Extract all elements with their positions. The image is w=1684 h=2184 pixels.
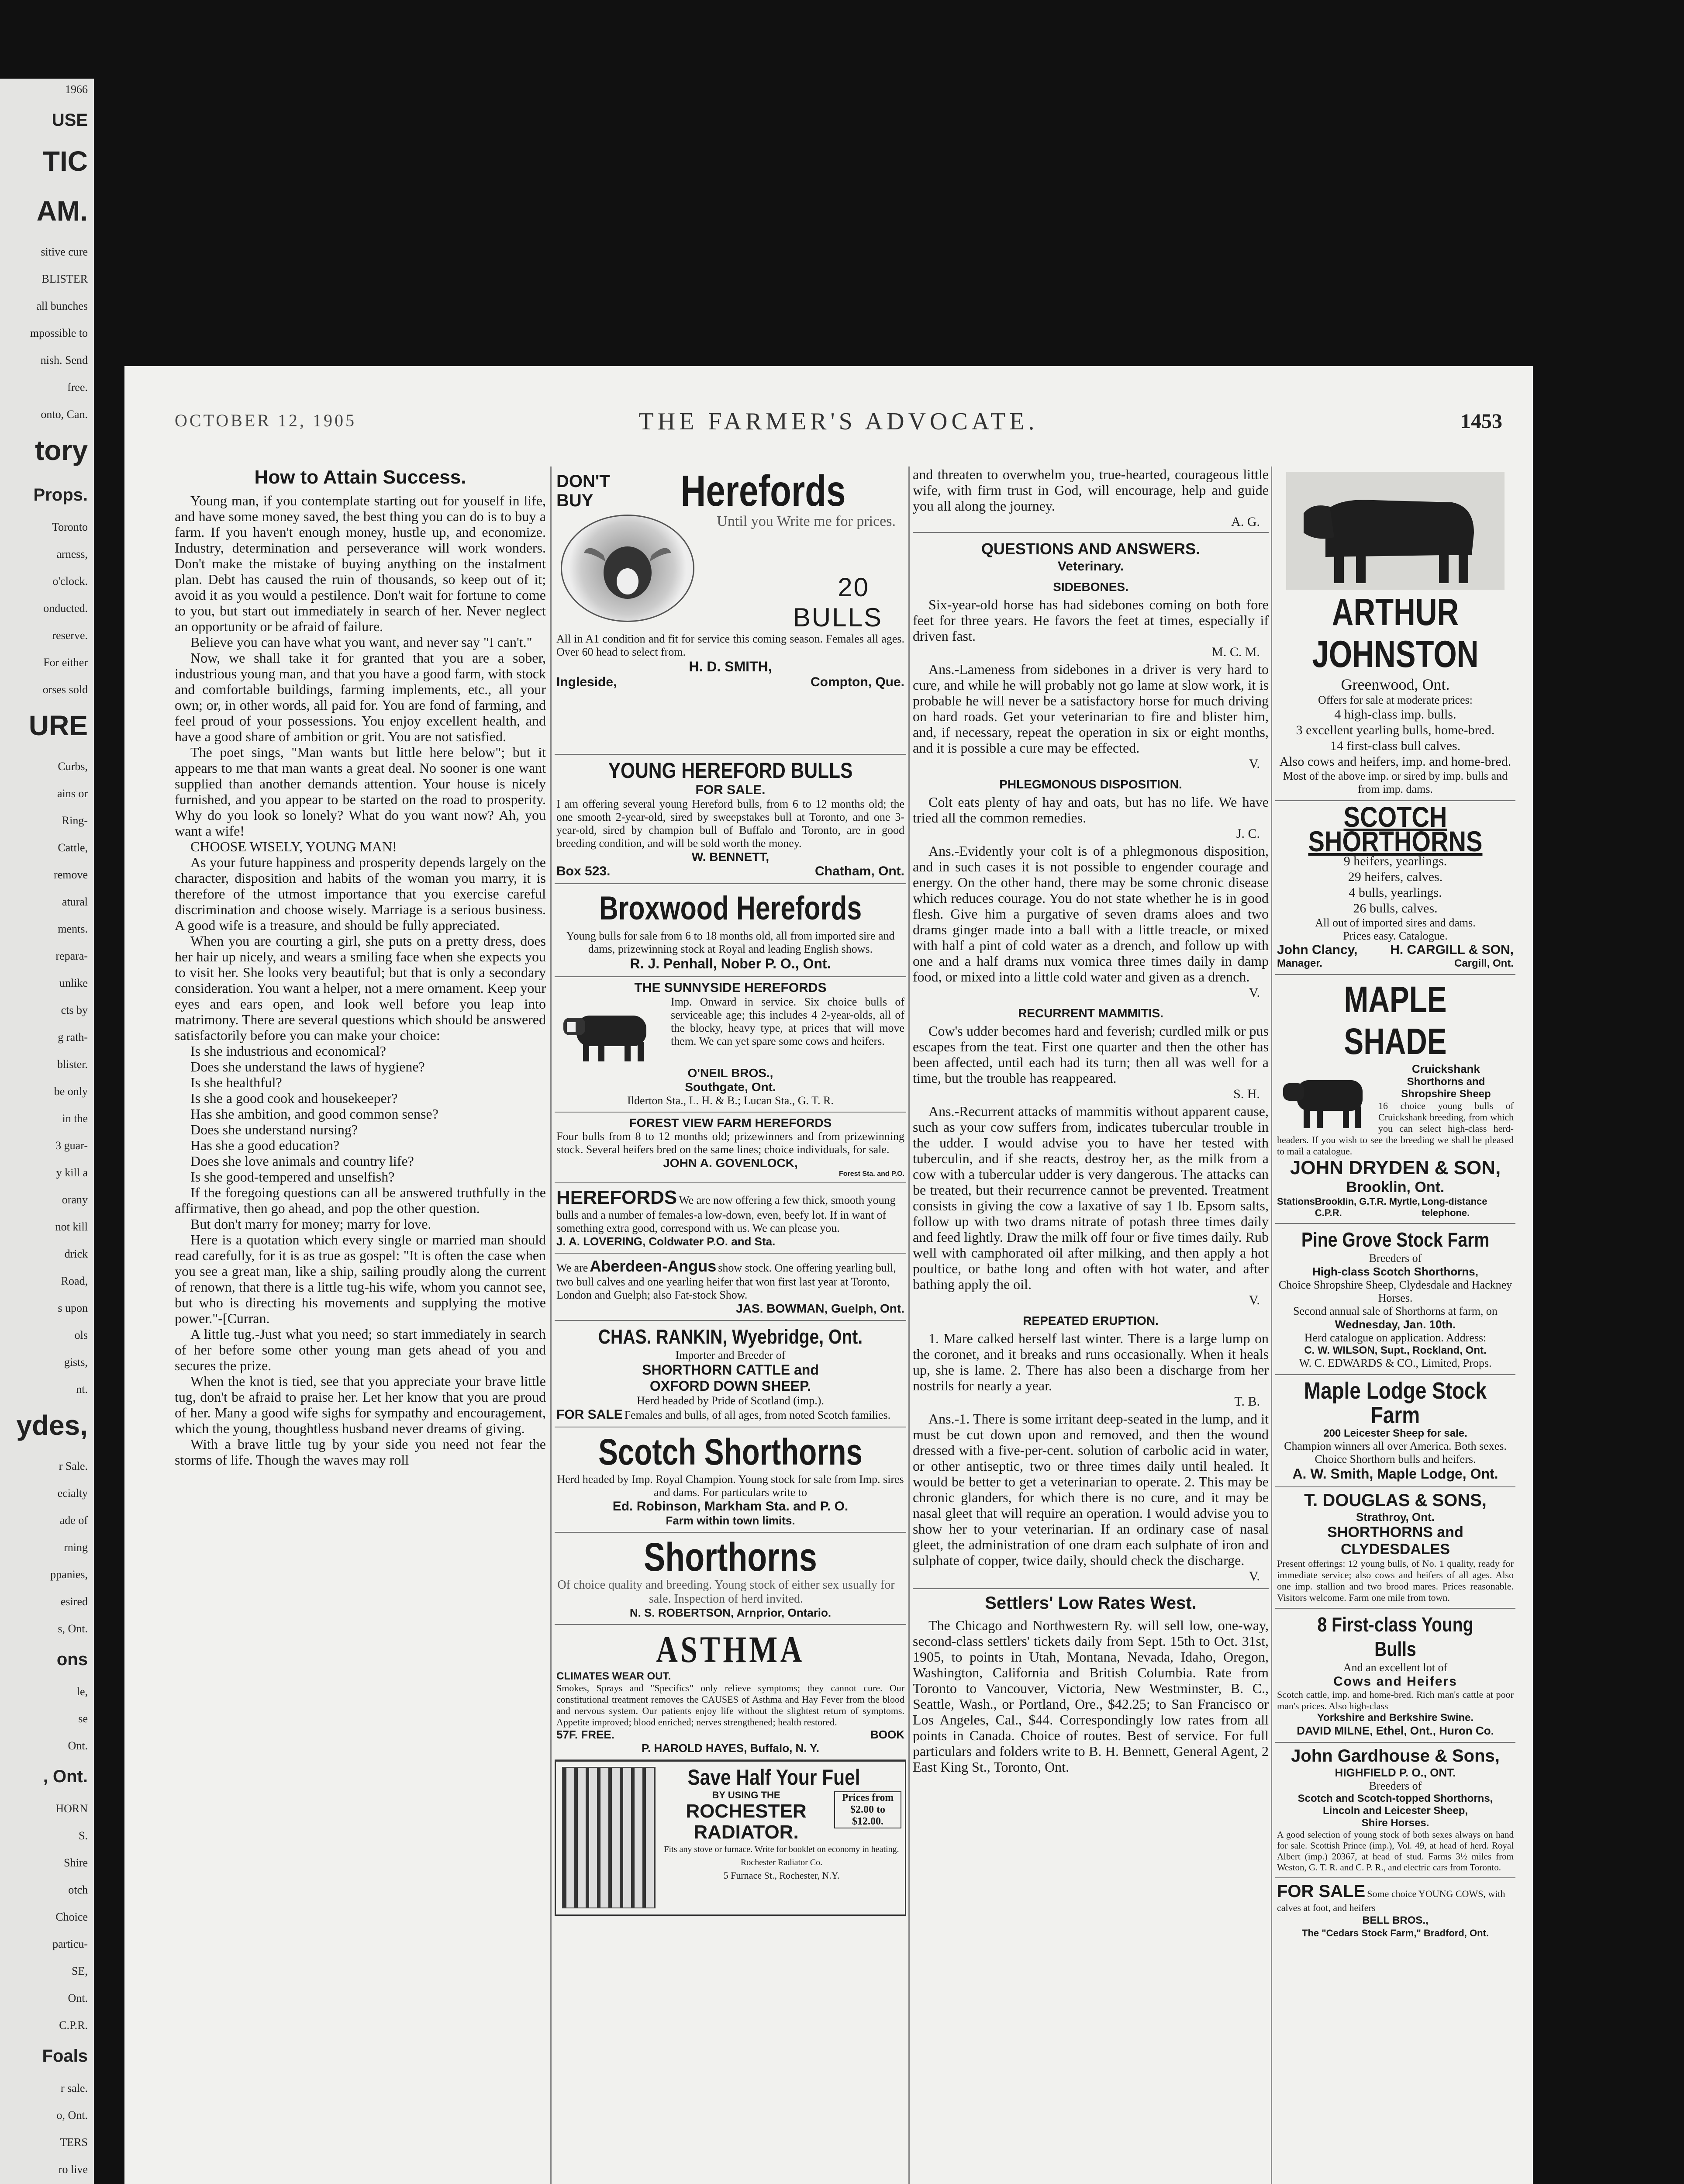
qa-section xyxy=(913,1314,1269,1584)
bull-illustration xyxy=(1280,1065,1376,1130)
qa-questioner: M. C. M. xyxy=(1211,645,1260,659)
qa-answer: Ans.-1. There is some irritant deep-seated in the lump, and it must be cut down upon and removed, and then the wound dressed with a five-per-cent. solution of carbolic acid in water, or other antiseptic, two or three times daily until healed. It would be better to get a veterinarian to operate. 2. This may be chronic glanders, for which there is no cure, and it may be nasal gleet that will require an operation. I would advise you to show her to your veterinarian. If an ordinary case of nasal gleet, the administration of one dram each sulphate of iron and sulphate of copper, twice daily, should check the discharge. xyxy=(913,1411,1269,1568)
article-paragraph: Believe you can have what you want, and never say "I can't." xyxy=(190,634,532,650)
article-title: How to Attain Success. xyxy=(254,467,466,488)
ad-list-item: 14 first-class bull calves. xyxy=(1330,739,1461,753)
article-paragraph: With a brave little tug by your side you need not fear the storms of life. Though the waves may roll xyxy=(175,1436,546,1468)
prev-page-text: C.P.R. xyxy=(59,2019,88,2032)
ad-aberdeen-angus xyxy=(555,1254,906,1321)
prev-page-text: BLISTER xyxy=(41,273,88,285)
prev-page-text: ments. xyxy=(58,923,88,935)
ad-name: BELL BROS., xyxy=(1362,1914,1429,1926)
ad-maple-lodge xyxy=(1275,1375,1515,1487)
column-rule xyxy=(908,467,910,2184)
ad-headline: YOUNG HEREFORD BULLS xyxy=(608,758,853,783)
prev-page-text: all bunches xyxy=(36,300,88,312)
ad-name: H. D. SMITH, xyxy=(689,659,772,674)
prev-page-text: r Sale. xyxy=(59,1460,88,1472)
ad-body: Some choice YOUNG COWS, with calves at foot, and heifers xyxy=(1277,1888,1505,1913)
prev-page-text: Road, xyxy=(61,1275,88,1287)
ad-address: 5 Furnace St., Rochester, N.Y. xyxy=(723,1870,840,1881)
prev-page-text: r sale. xyxy=(60,2082,88,2094)
ad-arthur-johnston xyxy=(1275,467,1515,801)
prev-page-text: Foals xyxy=(42,2046,88,2066)
ad-body: Herd headed by Pride of Scotland (imp.). xyxy=(637,1394,824,1407)
ad-cargill xyxy=(1275,801,1515,975)
prev-page-text: Cattle, xyxy=(58,841,88,854)
ad-sub: Farm within town limits. xyxy=(666,1514,795,1527)
ad-line2: Lincoln and Leicester Sheep, xyxy=(1322,1805,1468,1817)
article-paragraph: Is she healthful? xyxy=(190,1075,282,1090)
bulls-word: BULLS xyxy=(793,603,883,632)
ad-name: C. W. WILSON, Supt., Rockland, Ont. xyxy=(1304,1344,1487,1356)
prev-page-text: Ont. xyxy=(68,1992,88,2004)
ad-name: JOHN A. GOVENLOCK, xyxy=(663,1156,798,1170)
ad-note: Most of the above imp. or sired by imp. bulls and from imp. dams. xyxy=(1283,770,1508,795)
ad-body: Four bulls from 8 to 12 months old; prizewinners and from prizewinning stock. Several heifers bred on the same lines; choice individuals, for sale. xyxy=(556,1130,904,1156)
ad-sub: And an excellent lot of xyxy=(1343,1661,1448,1674)
ad-headline: John Gardhouse & Sons, xyxy=(1291,1746,1500,1766)
article-paragraph: A little tug.-Just what you need; so start immediately in search of her before some other young man gets ahead of you and secures the prize. xyxy=(175,1326,546,1373)
ad-catalogue: Herd catalogue on application. Address: xyxy=(1304,1331,1487,1344)
qa-question-title: PHLEGMONOUS DISPOSITION. xyxy=(999,778,1182,791)
ad-forest-view xyxy=(555,1113,906,1183)
prev-page-text: For either xyxy=(43,656,88,669)
prev-page-text: rning xyxy=(64,1541,88,1554)
prev-page-text: arness, xyxy=(56,548,88,560)
qa-questioner: T. B. xyxy=(1234,1394,1260,1409)
prev-page-text: be only xyxy=(54,1085,88,1098)
prev-page-text: se xyxy=(78,1712,88,1725)
article-paragraph: Is she good-tempered and unselfish? xyxy=(190,1169,395,1185)
ad-headline: THE SUNNYSIDE HEREFORDS xyxy=(634,981,827,995)
prev-page-text: tory xyxy=(35,435,88,466)
column-rule xyxy=(550,467,552,2184)
article-paragraph: Has she a good education? xyxy=(190,1137,340,1153)
ad-dont-buy: DON'T BUY xyxy=(556,472,610,510)
ad-sub: Breeders of xyxy=(1369,1252,1422,1265)
article-paragraph: CHOOSE WISELY, YOUNG MAN! xyxy=(190,839,397,854)
ad-broxwood xyxy=(555,884,906,977)
prev-page-text: blister. xyxy=(57,1058,88,1071)
prev-page-text: Choice xyxy=(55,1911,88,1923)
qa-question-title: RECURRENT MAMMITIS. xyxy=(1018,1006,1163,1020)
article-paragraph: The poet sings, "Man wants but little here below"; but it appears to me that man wants a great deal. No sooner is one want supplied than another demands attention. Your house is nicely furnished, and you appear to be started on the road to prosperity. Why do you look so lonely? What do you want now? Ah, you want a wife! xyxy=(175,744,546,839)
ad-headline: T. DOUGLAS & SONS, xyxy=(1304,1491,1487,1510)
price-label: Prices from xyxy=(842,1792,894,1804)
ad-rochester-radiator xyxy=(555,1760,906,1916)
qa-answer: Ans.-Recurrent attacks of mammitis without apparent cause, such as your cow suffers from, indicates tubercular trouble in the udder. I would advise you to have her tested with tuberculin, and if she reacts, destroy her, as the milk from a cow with a tubercular udder is very dangerous. The attacks can be treated, but their recurrence cannot be prevented. Treatment consists in giving the cow a laxative of say 1 lb. Epsom salts, follow up with two drams nitrate of potash three times daily and feed lightly. Draw the milk off four or five times daily. Rub well with camphorated oil after milking, and then apply a hot poultice, or bathe long and often with hot water, and after bathing apply the oil. xyxy=(913,1103,1269,1292)
ad-bell-bros xyxy=(1275,1878,1515,1944)
ad-body: Smokes, Sprays and "Specifics" only relieve symptoms; they cannot cure. Our constitutional treatment removes the CAUSES of Asthma and Hay Fever from the blood and nervous system. Our patients enjoy life without the slightest return of symptoms. Appetite improved; blood enriched; nerves strengthened; health restored. xyxy=(556,1683,904,1728)
ad-body: Young bulls for sale from 6 to 18 months old, all from imported sire and dams, prizewinning stock at Royal and leading English shows. xyxy=(566,930,895,955)
prev-page-text: s, Ont. xyxy=(58,1622,88,1635)
ad-line2: Champion winners all over America. Both sexes. Choice Shorthorn bulls and heifers. xyxy=(1284,1440,1507,1465)
ad-firm-name: H. CARGILL & SON, xyxy=(1390,943,1514,957)
ad-lovering-herefords xyxy=(555,1183,906,1254)
ad-place: HIGHFIELD P. O., ONT. xyxy=(1335,1766,1456,1779)
prev-page-text: AM. xyxy=(36,195,88,227)
ad-name: JAS. BOWMAN, Guelph, Ont. xyxy=(736,1302,904,1315)
ad-sub: SHORTHORNS and CLYDESDALES xyxy=(1327,1524,1463,1558)
article-paragraph: If the foregoing questions can all be answered truthfully in the affirmative, then go ahead, and pop the other question. xyxy=(175,1185,546,1216)
ad-name: P. HAROLD HAYES, Buffalo, N. Y. xyxy=(642,1742,819,1755)
ad-name: DAVID MILNE, Ethel, Ont., Huron Co. xyxy=(1297,1724,1494,1737)
ad-for-sale-body: Females and bulls, of all ages, from noted Scotch families. xyxy=(624,1409,891,1421)
ad-firm-place: Cargill, Ont. xyxy=(1454,957,1514,969)
prev-page-text: atural xyxy=(62,895,88,908)
ad-list-item: Also cows and heifers, imp. and home-bred. xyxy=(1279,754,1511,769)
qa-question: Cow's udder becomes hard and feverish; curdled milk or pus escapes from the teat. First one quarter and then the other has been affected, until each had its turn; then all was well for a time, but the trouble has reappeared. xyxy=(913,1023,1269,1086)
prev-page-text: TERS xyxy=(60,2136,88,2149)
qa-answer-signature: V. xyxy=(1249,1569,1260,1583)
ad-pine-grove xyxy=(1275,1224,1515,1375)
issue-date: OCTOBER 12, 1905 xyxy=(175,411,356,430)
ad-free: 57F. FREE. xyxy=(556,1728,614,1741)
article-paragraph: Young man, if you contemplate starting out for youself in life, and have some money saved, the best thing you can do is to buy a farm. If you haven't enough money, hustle up, and economize. Industry, determination and perseverance will work wonders. Don't make the mistake of buying anything on the instalment plan. Debt has caused the ruin of thousands, so keep out of it; avoid it as you would a pestilence. Don't wait for fortune to come to you, but start out immediately in search of her. Never neglect an opportunity or be afraid of failure. xyxy=(175,493,546,634)
settlers-body: The Chicago and Northwestern Ry. will sell low, one-way, second-class settlers' tickets daily from Sept. 15th to Oct. 31st, 1905, to points in Utah, Montana, Nevada, Idaho, Oregon, Washington, California and British Columbia. Rate from Toronto to Vancouver, Victoria, New Westminster, B. C., Seattle, Wash., or Portland, Ore., $42.25; to San Francisco or Los Angeles, Cal., $44. Correspondingly low rates from all points in Canada. Choice of routes. Best of service. For full particulars and folders write to B. H. Bennett, General Agent, 2 East King St., Toronto, Ont. xyxy=(913,1617,1269,1775)
qa-answer: Ans.-Evidently your colt is of a phlegmonous disposition, and in such cases it is not possible to engender courage and energy. On the other hand, there may be some chronic disease which reduces courage. You do not state whether he is in good flesh. Give him a purgative of seven drams aloes and two drams ginger made into a ball with a little treacle, or mixed with half a pint of cold water as a drench, and follow up with one and a half drams nux vomica three times daily in damp food, or mixed into a little cold water and given as a drench. xyxy=(913,843,1269,985)
prev-page-text: Props. xyxy=(33,485,88,505)
article-signature: A. G. xyxy=(1231,515,1260,529)
ad-name: W. BENNETT, xyxy=(691,850,770,864)
ad-company: Rochester Radiator Co. xyxy=(740,1858,823,1867)
prev-page-text: 3 guar- xyxy=(55,1139,88,1152)
ad-robertson-shorthorns xyxy=(555,1533,906,1625)
ad-note: All out of imported sires and dams. xyxy=(1315,916,1476,929)
article-column xyxy=(175,467,546,2184)
prev-page-text: , Ont. xyxy=(43,1767,88,1786)
ad-manager-role: Manager. xyxy=(1277,957,1323,969)
prev-page-text: ons xyxy=(56,1650,88,1669)
qa-column xyxy=(913,467,1269,2184)
ad-list-item: 29 heifers, calves. xyxy=(1348,870,1443,884)
ad-body: All in A1 condition and fit for service this coming season. Females all ages. Over 60 head to select from. xyxy=(556,632,904,658)
prev-page-text: nt. xyxy=(76,1383,88,1396)
prev-page-text: in the xyxy=(62,1112,88,1125)
ad-sub: CLIMATES WEAR OUT. xyxy=(556,1670,671,1682)
article-paragraph: But don't marry for money; marry for love. xyxy=(190,1216,431,1232)
ad-headline: CHAS. RANKIN, Wyebridge, Ont. xyxy=(598,1325,863,1348)
ad-list-item: 9 heifers, yearlings. xyxy=(1343,854,1447,868)
bull-illustration xyxy=(1286,472,1505,590)
ad-list xyxy=(1277,854,1514,916)
ad-sale: Second annual sale of Shorthorns at farm, on xyxy=(1293,1305,1498,1317)
ad-label: FOR SALE xyxy=(1277,1882,1366,1901)
ad-name: A. W. Smith, Maple Lodge, Ont. xyxy=(1292,1466,1498,1482)
ad-line1: High-class Scotch Shorthorns, xyxy=(1312,1265,1478,1278)
ad-list-item: 26 bulls, calves. xyxy=(1353,901,1438,916)
prev-page-text: URE xyxy=(28,710,88,741)
prev-page-text: Shire xyxy=(64,1856,88,1869)
qa-question: Colt eats plenty of hay and oats, but has no life. We have tried all the common remedies. xyxy=(913,794,1269,826)
prev-page-text: ade of xyxy=(59,1514,88,1527)
prev-page-text: free. xyxy=(67,381,88,394)
prev-page-text: onducted. xyxy=(43,602,88,615)
ad-body: I am offering several young Hereford bulls, from 6 to 12 months old; the one smooth 2-year-old, sired by sweepstakes bull at Toronto, and one 3-year-old, sired by champion bull of Buffalo and Toronto, are in good breeding condition, and will be sold worth the money. xyxy=(556,798,904,850)
ad-name: N. S. ROBERTSON, Arnprior, Ontario. xyxy=(629,1606,832,1619)
price-high: $12.00. xyxy=(852,1816,883,1827)
qa-section xyxy=(913,580,1269,771)
ad-sub: Importer and Breeder of xyxy=(675,1349,786,1362)
qa-answer-signature: V. xyxy=(1249,985,1260,1000)
prev-page-text: S. xyxy=(79,1829,88,1842)
prev-page-text: esired xyxy=(60,1595,88,1608)
prev-page-text: otch xyxy=(68,1883,88,1896)
prev-page-text: Ont. xyxy=(68,1739,88,1752)
ad-label: Aberdeen-Angus xyxy=(590,1257,717,1275)
prev-page-text: HORN xyxy=(55,1802,88,1815)
previous-page-fragment xyxy=(0,79,94,2184)
ad-headline: Pine Grove Stock Farm xyxy=(1301,1228,1490,1251)
ad-for-sale: FOR SALE xyxy=(556,1407,623,1422)
prev-page-text: cts by xyxy=(61,1004,88,1016)
article-paragraph: Does she understand the laws of hygiene? xyxy=(190,1059,425,1075)
article-paragraph: When you are courting a girl, she puts on a pretty dress, does her hair up nicely, and wears a smiling face when she expects you to visit her. She looks very beautiful; but that is only a secondary consideration. You want a helper, not a mere ornament. Keep your eyes and ears open, and look well before you leap into matrimony. There are several questions which should be answered satisfactorily before you can make your choice: xyxy=(175,933,546,1043)
ad-headline: Scotch Shorthorns xyxy=(598,1431,863,1472)
ad-sub: FOR SALE. xyxy=(695,783,766,797)
ad-headline: Herefords xyxy=(680,467,846,515)
ad-name: Ed. Robinson, Markham Sta. and P. O. xyxy=(612,1499,849,1514)
prev-page-text: Curbs, xyxy=(58,760,88,773)
ad-prices: Prices easy. Catalogue. xyxy=(1343,930,1448,942)
article-body xyxy=(175,493,546,1468)
ad-maple-shade xyxy=(1275,975,1515,1224)
qa-answer-signature: V. xyxy=(1249,757,1260,771)
qa-question-title: REPEATED ERUPTION. xyxy=(1023,1314,1159,1327)
article-paragraph: Has she ambition, and good common sense? xyxy=(190,1106,438,1122)
qa-questioner: J. C. xyxy=(1236,826,1260,841)
prev-page-text: Toronto xyxy=(52,521,88,533)
ad-body: Of choice quality and breeding. Young stock of either sex usually for sale. Inspection of herd invited. xyxy=(557,1578,895,1606)
ad-line1: 200 Leicester Sheep for sale. xyxy=(1323,1427,1467,1439)
prev-page-text: repara- xyxy=(55,950,88,962)
ad-line2: Choice Shropshire Sheep, Clydesdale and Hackney Horses. xyxy=(1278,1279,1512,1304)
qa-section xyxy=(913,778,1269,1000)
article-paragraph: Does she understand nursing? xyxy=(190,1122,358,1137)
prev-page-text: g rath- xyxy=(58,1031,88,1044)
qa-answer: Ans.-Lameness from sidebones in a driver is very hard to cure, and while he will probably not go lame at slow work, it is probable he will never be a satisfactory horse for much driving on hard roads. Get your veterinarian to fire and blister him, and, if necessary, repeat the operation in six or eight months, and it is possible a cure may be effected. xyxy=(913,661,1269,756)
prev-page-text: ydes, xyxy=(16,1410,88,1441)
ad-place: Greenwood, Ont. xyxy=(1341,676,1450,693)
qa-sections xyxy=(913,580,1269,1584)
ad-douglas xyxy=(1275,1487,1515,1609)
ad-stations: Brooklin, G.T.R. Myrtle, C.P.R. xyxy=(1315,1196,1420,1218)
prev-page-text: ains or xyxy=(57,787,88,800)
ad-prefix: We are xyxy=(556,1261,588,1274)
prev-page-text: o'clock. xyxy=(52,575,88,587)
prev-page-text: nish. Send xyxy=(40,354,88,366)
ad-product: ROCHESTER RADIATOR. xyxy=(686,1800,807,1843)
settlers-title: Settlers' Low Rates West. xyxy=(985,1593,1197,1613)
ad-body: show stock. One offering yearling bull, two bull calves and one yearling heifer that won first last year at Toronto, London and Guelph; also Fat-stock Show. xyxy=(556,1261,896,1301)
ad-farm: The "Cedars Stock Farm," Bradford, Ont. xyxy=(1302,1928,1489,1939)
ad-owners: W. C. EDWARDS & CO., Limited, Props. xyxy=(1299,1357,1492,1369)
prev-page-text: USE xyxy=(52,111,88,130)
bulls-count: 20 xyxy=(838,573,870,602)
ad-manager-name: John Clancy, xyxy=(1277,943,1358,957)
prev-page-text: TIC xyxy=(42,145,88,177)
ad-body: Present offerings: 12 young bulls, of No. 1 quality, ready for immediate service; also cows and heifers of all ages. Also one imp. stallion and two brood mares. Prices reasonable. Visitors welcome. Farm one mile from town. xyxy=(1277,1558,1514,1603)
article-paragraph: Here is a quotation which every single or married man should read carefully, for it is as true as gospel: "It is often the case when you see a great man, like a ship, sailing proudly along the current of renown, that there is a little tug-his wife, whom you cannot see, but who is directing his movements and supplying the motive power."-[Curran. xyxy=(175,1232,546,1326)
prev-page-text: particu- xyxy=(52,1938,88,1950)
ad-box: Box 523. xyxy=(556,864,611,878)
ad-body: 16 choice young bulls of Cruickshank breeding, from which you can select high-class herd-headers. If you wish to see the breeding we shall be pleased to mail a catalogue. xyxy=(1277,1100,1514,1157)
ad-name: JOHN DRYDEN & SON, xyxy=(1290,1157,1501,1178)
ad-phone: Long-distance telephone. xyxy=(1422,1196,1487,1218)
prev-page-text: Ring- xyxy=(62,814,88,827)
ad-headline: Shorthorns xyxy=(644,1535,817,1579)
qa-question: 1. Mare calked herself last winter. There is a large lump on the coronet, and it breaks and runs occasionally. When it heals up, she is lame. 2. There has also been a discharge from her nostrils for nearly a year. xyxy=(913,1330,1269,1393)
page-number: 1453 xyxy=(1460,410,1502,433)
ad-book: BOOK xyxy=(870,1728,904,1741)
prev-page-text: mpossible to xyxy=(30,327,88,339)
ad-by: BY USING THE xyxy=(712,1790,780,1800)
ad-body: We are now offering a few thick, smooth young bulls and a number of females-a low-down, even, beefy lot. If in want of something extra good, correspond with us. We can please you. xyxy=(556,1194,896,1234)
ad-name: J. A. LOVERING, Coldwater P.O. and Sta. xyxy=(556,1235,776,1248)
qa-question: Six-year-old horse has had sidebones coming on both fore feet for three years. He favors the feet at times, especially if driven fast. xyxy=(913,597,1269,644)
ad-milne xyxy=(1275,1609,1515,1743)
qa-section xyxy=(913,1006,1269,1308)
prev-page-text: le, xyxy=(76,1685,88,1698)
prev-page-text: orses sold xyxy=(42,683,88,696)
ad-line2: OXFORD DOWN SHEEP. xyxy=(649,1378,811,1394)
ad-place: Chatham, Ont. xyxy=(814,864,904,878)
prev-page-text: not kill xyxy=(55,1220,88,1233)
ad-line3: Shire Horses. xyxy=(1361,1817,1429,1829)
ad-robinson-scotch xyxy=(555,1427,906,1533)
prev-page-text: orany xyxy=(62,1193,88,1206)
ad-headline: SCOTCH SHORTHORNS xyxy=(1308,801,1483,857)
ad-place: Southgate, Ont. xyxy=(685,1080,776,1094)
article-continuation: and threaten to overwhelm you, true-hearted, courageous little wife, with firm trust in God, will encourage, help and guide you all along the journey. xyxy=(913,467,1269,514)
ads-column-2 xyxy=(555,467,906,2184)
ad-sub: Breeders of xyxy=(1369,1780,1422,1792)
ad-headline: ASTHMA xyxy=(656,1628,805,1670)
prev-page-text: drick xyxy=(64,1248,88,1260)
ad-list-item: 4 bulls, yearlings. xyxy=(1349,885,1442,900)
prev-page-text: ols xyxy=(74,1329,88,1341)
ad-smith-herefords xyxy=(555,467,906,755)
prev-page-text: y kill a xyxy=(56,1166,88,1179)
ad-headline: Broxwood Herefords xyxy=(599,890,862,927)
ad-date: Wednesday, Jan. 10th. xyxy=(1335,1318,1456,1331)
masthead-title: THE FARMER'S ADVOCATE. xyxy=(638,408,1039,435)
price-low: $2.00 to xyxy=(850,1804,885,1815)
ad-headline: FOREST VIEW FARM HEREFORDS xyxy=(629,1116,832,1130)
prev-page-text: sitive cure xyxy=(41,245,88,258)
qa-question-title: SIDEBONES. xyxy=(1053,580,1128,594)
bull-head-emblem xyxy=(561,515,694,622)
prev-page-text: ppanies, xyxy=(50,1568,88,1581)
ad-stations-label: Stations xyxy=(1277,1196,1315,1207)
ad-body: Fits any stove or furnace. Write for booklet on economy in heating. xyxy=(664,1845,899,1854)
ad-name: O'NEIL BROS., xyxy=(687,1066,773,1080)
article-paragraph: Is she industrious and economical? xyxy=(190,1043,386,1059)
prev-page-text: SE, xyxy=(72,1965,88,1977)
ad-list-item: 3 excellent yearling bulls, home-bred. xyxy=(1296,723,1495,737)
prev-page-text: unlike xyxy=(59,977,88,989)
ad-body: Imp. Onward in service. Six choice bulls of serviceable age; this includes 4 2-year-olds, all of the blocky, heavy type, at prices that will move them. We can yet spare some cows and heifers. xyxy=(671,995,904,1047)
newspaper-page xyxy=(124,366,1533,2184)
ad-rankin xyxy=(555,1321,906,1427)
prev-page-text: ro live xyxy=(58,2163,88,2176)
prev-page-text: gists, xyxy=(64,1356,88,1368)
qa-questioner: S. H. xyxy=(1233,1087,1260,1101)
ad-swine: Yorkshire and Berkshire Swine. xyxy=(1317,1712,1474,1724)
ad-label: HEREFORDS xyxy=(556,1187,677,1208)
prev-page-text: ecialty xyxy=(57,1487,88,1500)
ad-list-item: 4 high-class imp. bulls. xyxy=(1334,707,1456,722)
article-paragraph: Now, we shall take it for granted that you are a sober, industrious young man, and that you have a good farm, with stock and comfortable buildings, farming implements, etc., all your own; or, in other words, all paid for. You are fond of farming, and feel proud of your possessions. You enjoy excellent health, and have a good share of ambition or grit. You are not satisfied. xyxy=(175,650,546,744)
article-paragraph: Does she love animals and country life? xyxy=(190,1153,414,1169)
ad-place: Brooklin, Ont. xyxy=(1346,1179,1445,1196)
prev-page-text: o, Ont. xyxy=(56,2109,88,2122)
ad-until-text: Until you Write me for prices. xyxy=(717,513,896,529)
ad-place: Strathroy, Ont. xyxy=(1356,1510,1435,1524)
ad-headline: 8 First-class Young Bulls xyxy=(1317,1613,1474,1660)
ad-headline: ARTHUR JOHNSTON xyxy=(1312,591,1479,675)
prev-page-text: onto, Can. xyxy=(41,408,88,421)
ad-line1: Scotch and Scotch-topped Shorthorns, xyxy=(1298,1793,1493,1804)
ad-place: Forest Sta. and P.O. xyxy=(839,1170,904,1178)
qa-subtitle: Veterinary. xyxy=(1057,559,1124,574)
article-paragraph: When the knot is tied, see that you appreciate your brave little tug, don't be afraid to praise her. Let her know that you are proud of her. Many a good wife sighs for sympathy and encouragement, which the young, thoughtless husband never dreams of giving. xyxy=(175,1373,546,1436)
ad-offers: Offers for sale at moderate prices: xyxy=(1318,694,1473,706)
ad-sub2: Shorthorns and Shropshire Sheep xyxy=(1401,1076,1491,1100)
ad-young-hereford xyxy=(555,755,906,884)
ad-asthma xyxy=(555,1625,906,1760)
ad-sub2: Cows and Heifers xyxy=(1333,1674,1457,1689)
column-rule xyxy=(1271,467,1272,2184)
ad-place-left: Ingleside, xyxy=(556,675,617,689)
article-paragraph: As your future happiness and prosperity depends largely on the character, disposition and habits of the woman you marry, it is therefore of the utmost importance that you exercise careful discrimination and choose wisely. Marriage is a serious business. A good wife is a treasure, and should be fully appreciated. xyxy=(175,854,546,933)
ad-name: R. J. Penhall, Nober P. O., Ont. xyxy=(630,956,831,971)
bull-illustration xyxy=(559,998,668,1064)
ads-column-4 xyxy=(1275,467,1515,2184)
ad-body: Scotch cattle, imp. and home-bred. Rich man's cattle at poor man's prices. Also high-class xyxy=(1277,1689,1514,1711)
ad-headline: Save Half Your Fuel xyxy=(687,1765,860,1790)
ad-headline: Maple Lodge Stock Farm xyxy=(1304,1378,1487,1428)
prev-page-text: remove xyxy=(54,868,88,881)
prev-page-text: s upon xyxy=(58,1302,88,1314)
article-paragraph: Is she a good cook and housekeeper? xyxy=(190,1090,398,1106)
ad-gardhouse xyxy=(1275,1743,1515,1878)
page-header xyxy=(175,408,1502,442)
qa-title: QUESTIONS AND ANSWERS. xyxy=(981,540,1201,558)
price-box xyxy=(834,1791,901,1828)
prev-page-text: 1966 xyxy=(65,83,88,96)
ad-body: Herd headed by Imp. Royal Champion. Young stock for sale from Imp. sires and dams. For particulars write to xyxy=(557,1473,904,1499)
qa-answer-signature: V. xyxy=(1249,1293,1260,1307)
ad-body: A good selection of young stock of both sexes always on hand for sale. Scottish Prince (imp.), Vol. 49, at head of herd. Royal Albert (imp.) 20367, at head of stud. Farms 3½ miles from Weston, G. T. R. and C. P. R., and electric cars from Toronto. xyxy=(1277,1829,1514,1873)
ad-headline: MAPLE SHADE xyxy=(1344,979,1447,1062)
ad-line1: SHORTHORN CATTLE and xyxy=(642,1362,819,1378)
ad-list xyxy=(1277,707,1514,770)
ad-place-right: Compton, Que. xyxy=(811,675,904,689)
ad-sunnyside xyxy=(555,977,906,1113)
prev-page-text: reserve. xyxy=(52,629,88,642)
ad-stations: Ilderton Sta., L. H. & B.; Lucan Sta., G. T. R. xyxy=(627,1094,834,1107)
ad-sub1: Cruickshank xyxy=(1411,1062,1480,1075)
